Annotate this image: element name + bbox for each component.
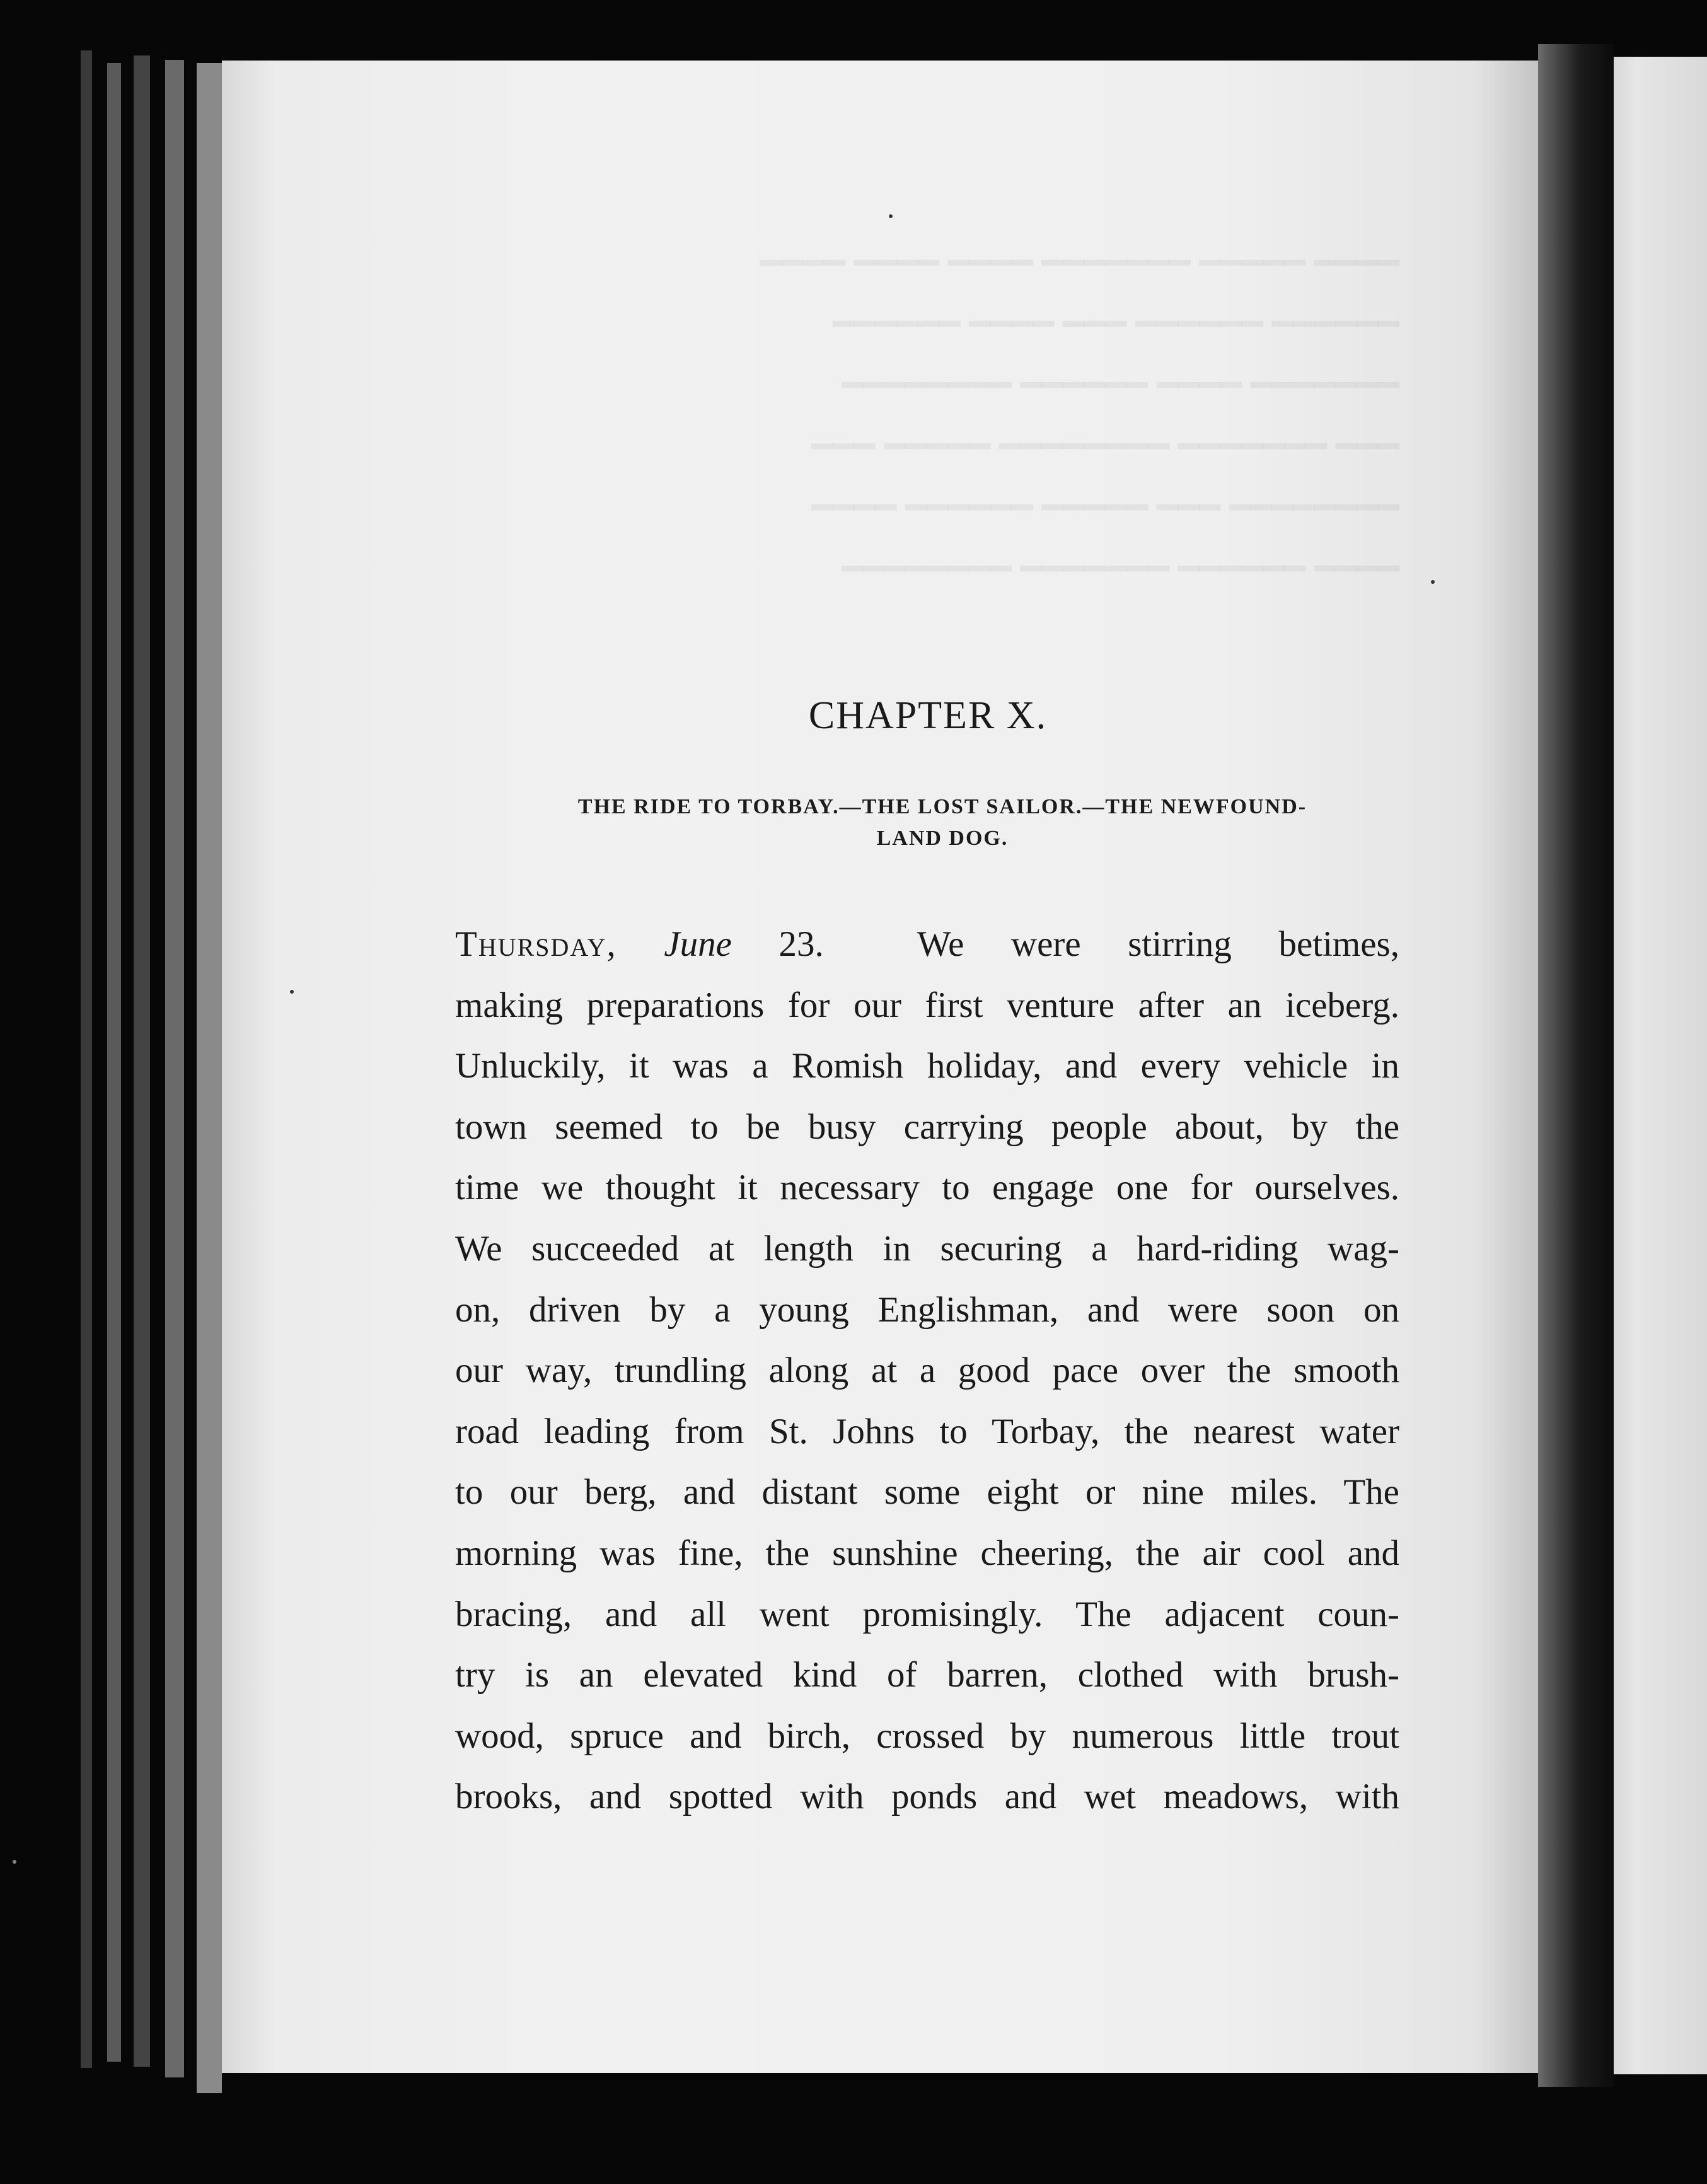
body-paragraph: [455, 914, 1399, 1828]
page-edge: [81, 50, 92, 2068]
body-line: bracing, and all went promisingly. The adjacent coun-: [455, 1594, 1399, 1634]
body-line: Unluckily, it was a Romish holiday, and every vehicle in: [455, 1046, 1399, 1086]
chapter-subtitle-line: LAND DOG.: [876, 827, 1009, 850]
body-line: wood, spruce and birch, crossed by numerous little trout: [455, 1716, 1399, 1756]
chapter-subtitle-line: THE RIDE TO TORBAY.—THE LOST SAILOR.—THE NEWFOUND-: [577, 795, 1307, 818]
body-line: our way, trundling along at a good pace over the smooth: [455, 1350, 1399, 1391]
body-line: morning was fine, the sunshine cheering, the air cool and: [455, 1533, 1399, 1573]
day-name: Thursday,: [455, 924, 617, 964]
body-line: making preparations for our first venture after an iceberg.: [455, 985, 1399, 1025]
body-line: [455, 914, 1399, 975]
book-gutter-shadow: [1538, 44, 1614, 2087]
body-line: road leading from St. Johns to Torbay, the nearest water: [455, 1411, 1399, 1451]
page-edge: [107, 63, 121, 2062]
paper-speck: [1431, 580, 1435, 584]
page-edge: [134, 55, 150, 2067]
body-line: time we thought it necessary to engage one for ourselves.: [455, 1168, 1399, 1208]
chapter-title: CHAPTER X.: [808, 694, 1048, 737]
paper-speck: [889, 214, 893, 218]
body-line: town seemed to be busy carrying people about, by the: [455, 1107, 1399, 1147]
page-edge: [165, 60, 184, 2077]
date-day: 23.: [778, 924, 824, 964]
body-line: We succeeded at length in securing a hard-riding wag-: [455, 1228, 1399, 1269]
date-month: June: [664, 924, 732, 964]
body-line: to our berg, and distant some eight or nine miles. The: [455, 1472, 1399, 1513]
body-line: on, driven by a young Englishman, and were soon on: [455, 1289, 1399, 1330]
paper-speck: [13, 1860, 16, 1864]
body-line: brooks, and spotted with ponds and wet meadows, with: [455, 1777, 1399, 1817]
body-line: try is an elevated kind of barren, clothed with brush-: [455, 1655, 1399, 1695]
first-line-text: We were stirring betimes,: [917, 924, 1399, 964]
paper-speck: [290, 990, 294, 994]
page-edge: [197, 63, 222, 2093]
chapter-subtitle: [479, 791, 1406, 854]
